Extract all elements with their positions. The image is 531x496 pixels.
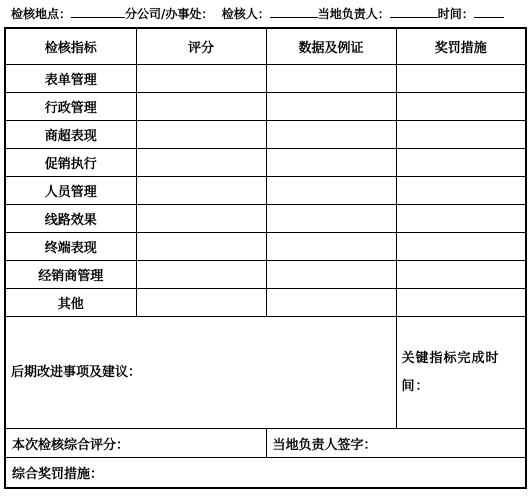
time-label: 时间： [437,7,474,21]
table-row [5,65,526,93]
location-label: 检核地点： [11,7,72,21]
score-cell[interactable] [136,149,266,177]
measure-cell[interactable] [396,261,526,289]
inspector-label: 检核人： [221,7,270,21]
measure-cell[interactable] [396,177,526,205]
overall-score-label: 本次检核综合评分： [12,437,130,453]
indicator-cell: 人员管理 [5,177,136,205]
evidence-cell[interactable] [266,149,396,177]
overall-score-cell[interactable] [5,429,266,458]
measure-cell[interactable] [396,149,526,177]
evidence-cell[interactable] [266,233,396,261]
score-cell[interactable] [136,121,266,149]
manager-signature-cell[interactable] [266,429,526,458]
column-header-data-evidence: 数据及例证 [266,28,396,65]
score-cell[interactable] [136,93,266,121]
overall-measures-label: 综合奖罚措施： [12,467,104,482]
column-header-score: 评分 [136,28,266,65]
branch-label: 分公司/办事处： [125,7,214,21]
table-row [5,177,526,205]
measure-cell[interactable] [396,65,526,93]
evidence-cell[interactable] [266,121,396,149]
time-blank[interactable] [474,5,504,18]
evidence-cell[interactable] [266,261,396,289]
key-indicator-cell[interactable] [396,317,526,429]
indicator-cell: 促销执行 [5,149,136,177]
inspector-blank[interactable] [270,5,318,18]
location-blank[interactable] [71,5,125,18]
manager-signature-label: 当地负责人签字： [272,437,377,453]
table-row [5,93,526,121]
indicator-cell: 经销商管理 [5,261,136,289]
table-row [5,205,526,233]
local-manager-label: 当地负责人： [317,7,390,21]
table-row [5,261,526,289]
measure-cell[interactable] [396,93,526,121]
table-row [5,289,526,317]
measure-cell[interactable] [396,205,526,233]
measure-cell[interactable] [396,233,526,261]
suggestions-label: 后期改进事项及建议： [11,364,142,380]
table-row [5,149,526,177]
table-row [5,121,526,149]
column-header-reward-penalty: 奖罚措施 [396,28,526,65]
score-cell[interactable] [136,289,266,317]
overall-measures-row [5,458,526,489]
indicator-cell: 其他 [5,289,136,317]
table-header-row [5,28,526,65]
score-cell[interactable] [136,177,266,205]
suggestions-row [5,317,526,429]
form-header [11,5,504,22]
key-indicator-label: 关键指标完成时间： [401,350,500,394]
score-cell[interactable] [136,261,266,289]
table-row [5,233,526,261]
indicator-cell: 商超表现 [5,121,136,149]
local-manager-blank[interactable] [390,5,438,18]
overall-measures-cell[interactable] [5,458,526,489]
measure-cell[interactable] [396,289,526,317]
evidence-cell[interactable] [266,65,396,93]
inspection-table [4,27,527,489]
column-header-indicator: 检核指标 [5,28,136,65]
indicator-cell: 表单管理 [5,65,136,93]
evidence-cell[interactable] [266,289,396,317]
evidence-cell[interactable] [266,93,396,121]
indicator-cell: 线路效果 [5,205,136,233]
signature-row [5,429,526,458]
measure-cell[interactable] [396,121,526,149]
evidence-cell[interactable] [266,205,396,233]
score-cell[interactable] [136,233,266,261]
indicator-cell: 终端表现 [5,233,136,261]
suggestions-cell[interactable] [5,317,396,429]
evidence-cell[interactable] [266,177,396,205]
indicator-cell: 行政管理 [5,93,136,121]
score-cell[interactable] [136,65,266,93]
score-cell[interactable] [136,205,266,233]
